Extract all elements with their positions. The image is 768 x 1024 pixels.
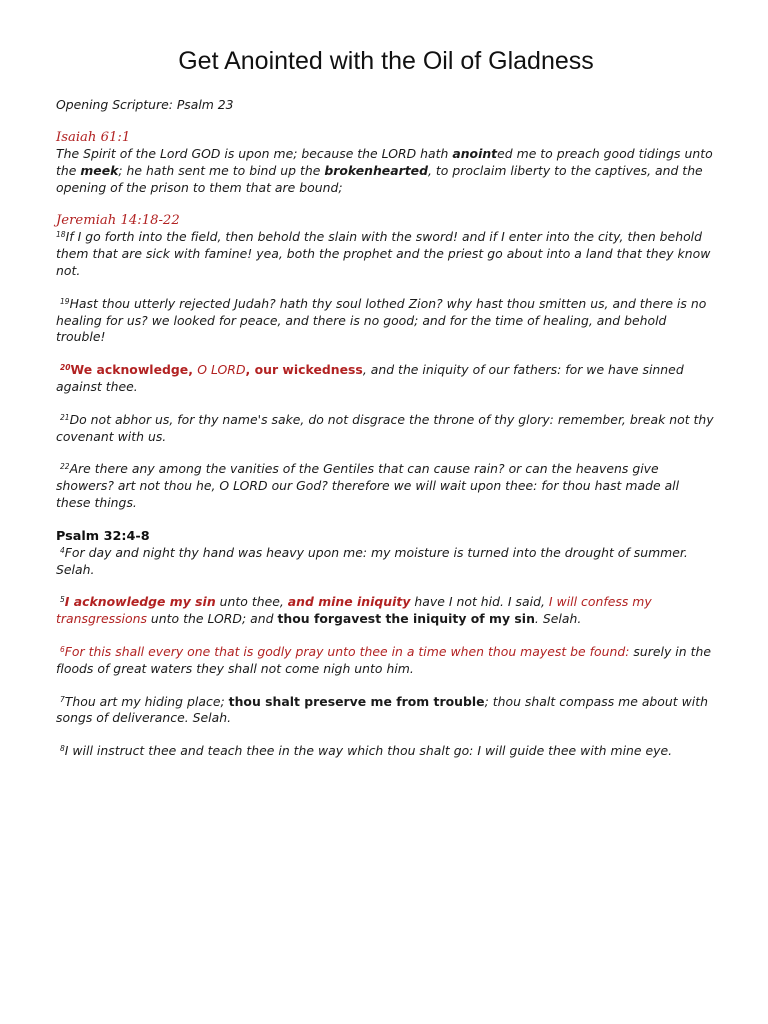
emphasis-o-lord: O LORD [197, 362, 246, 378]
verse-text: . Selah. [534, 611, 582, 627]
jeremiah-reference: Jeremiah 14:18-22 [56, 213, 180, 229]
verse-text: , to proclaim liberty to the captives, and the opening of the prison to them that are bound; [56, 162, 703, 195]
verse-text: Do not abhor us, for thy name's sake, do not disgrace the throne of thy glory: remember, break not thy covenant with us. [56, 411, 714, 444]
emphasis-preserve-from-trouble: thou shalt preserve me from trouble [228, 693, 485, 709]
emphasis-anoint: anoint [452, 146, 498, 161]
isaiah-verse [56, 146, 716, 196]
verse-text: ; he hath sent me to bind up the [118, 162, 325, 178]
psalm-verse-6 [56, 644, 716, 678]
verse-text: ; thou shalt compass me about with songs of deliverance. Selah. [56, 693, 708, 726]
jeremiah-section [56, 212, 716, 511]
verse-text: surely in the floods of great waters they shall not come nigh unto him. [56, 643, 711, 676]
verse-text: Are there any among the vanities of the Gentiles that can cause rain? or can the heavens give showers? art not thou he, O LORD our God? therefore we will wait upon thee: for thou hast made all these things. [56, 461, 680, 510]
emphasis-brokenhearted: brokenhearted [324, 162, 428, 178]
jeremiah-verse-20 [56, 362, 716, 396]
verse-number: 19 [59, 296, 70, 306]
isaiah-reference: Isaiah 61:1 [56, 130, 131, 145]
emphasis-godly-pray: For this shall every one that is godly pray unto thee in a time when thou mayest be found: [64, 643, 630, 659]
document-title: Get Anointed with the Oil of Gladness [178, 47, 594, 75]
emphasis-mine-iniquity: and mine iniquity [287, 594, 411, 610]
emphasis-wickedness: , our wickedness [245, 362, 363, 378]
verse-number: 7 [59, 694, 65, 704]
verse-text: unto the LORD; and [146, 611, 278, 627]
verse-text: ed me to preach good tidings unto the [56, 146, 713, 178]
verse-text: The Spirit of the Lord GOD is upon me; because the LORD hath [56, 146, 453, 161]
psalm-verse-5 [56, 594, 716, 628]
jeremiah-verse-22 [56, 461, 716, 511]
verse-number: 20 [59, 363, 71, 373]
psalm-section [56, 528, 716, 760]
jeremiah-verse-18 [56, 229, 716, 279]
psalm-reference: Psalm 32:4-8 [56, 528, 150, 544]
emphasis-meek: meek [80, 162, 119, 178]
psalm-verse-8 [56, 743, 716, 760]
emphasis-we-acknowledge: We acknowledge, [70, 362, 198, 378]
psalm-verse-4 [56, 545, 716, 579]
emphasis-confess-transgressions: I will confess my transgressions [56, 594, 652, 627]
verse-text: unto thee, [215, 594, 288, 610]
jeremiah-verse-19 [56, 296, 716, 346]
jeremiah-verse-21 [56, 412, 716, 446]
verse-number: 18 [56, 230, 66, 240]
verse-text: Hast thou utterly rejected Judah? hath thy soul lothed Zion? why hast thou smitten us, and there is no healing for us? we looked for peace, and there is no good; and for the time of healing, and behold trouble! [56, 295, 707, 345]
verse-text: I will instruct thee and teach thee in the way which thou shalt go: I will guide thee with mine eye. [64, 743, 673, 759]
verse-number: 5 [59, 595, 65, 605]
emphasis-i-acknowledge-my-sin: I acknowledge my sin [64, 594, 216, 610]
verse-text: For day and night thy hand was heavy upon me: my moisture is turned into the drought of summer. Selah. [56, 544, 688, 577]
verse-text: , and the iniquity of our fathers: for we have sinned against thee. [56, 362, 684, 394]
verse-text: have I not hid. I said, [410, 594, 549, 610]
verse-number: 6 [59, 644, 65, 654]
isaiah-section [56, 129, 716, 196]
opening-scripture: Opening Scripture: Psalm 23 [56, 97, 234, 112]
verse-number: 22 [59, 462, 70, 472]
verse-number: 21 [59, 412, 70, 422]
verse-number: 4 [59, 545, 65, 555]
emphasis-forgavest: thou forgavest the iniquity of my sin [277, 611, 535, 627]
psalm-verse-7 [56, 694, 716, 728]
verse-text: If I go forth into the field, then behold the slain with the sword! and if I enter into the city, then behold them that are sick with famine! yea, both the prophet and the priest go about into a land that they know not. [56, 229, 711, 278]
verse-number: 8 [59, 744, 65, 754]
verse-text: Thou art my hiding place; [64, 693, 229, 709]
